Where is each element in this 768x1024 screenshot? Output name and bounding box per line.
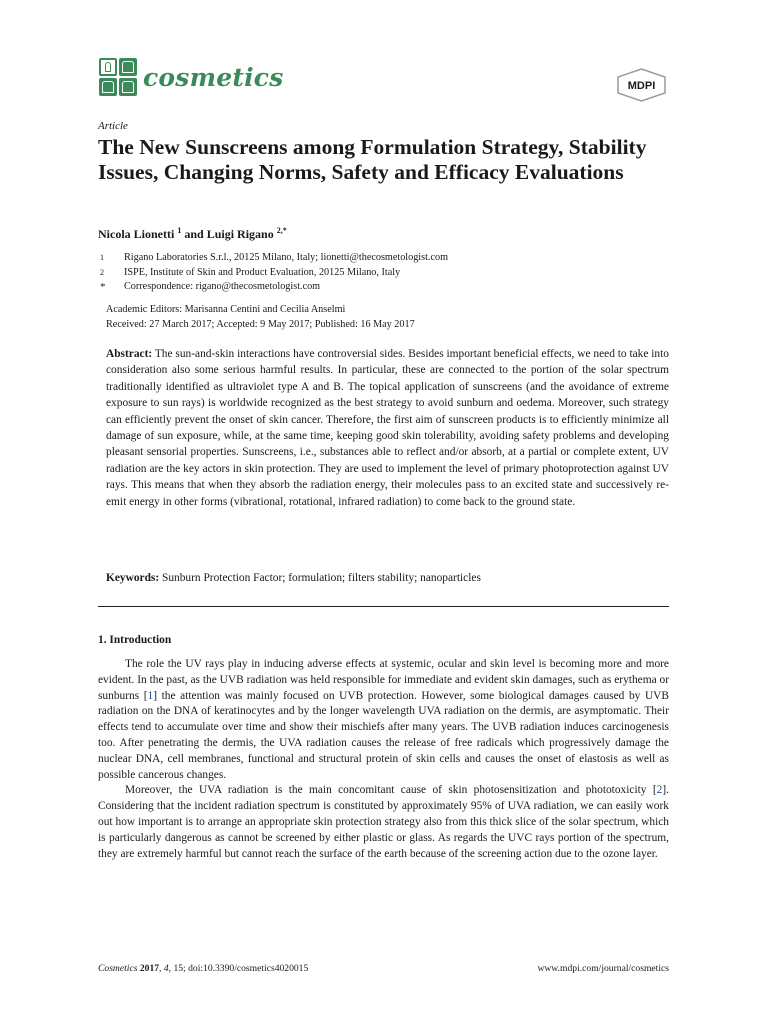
author-list [98, 226, 287, 242]
paragraph [98, 657, 669, 783]
affiliation-list [100, 251, 448, 295]
affiliation-mark: 1 [100, 253, 104, 262]
paragraph-text: ] the attention was mainly focused on UVB protection. However, some biological damages caused by UVB radiation on the DNA of keratinocytes and by the longer wavelength UVA radiation on the dermis, are asymptomatic. Their effects tend to accumulate over time and show their mischiefs after many years. The UVB radiation induces carcinogenesis too. After penetrating the dermis, the UVA radiation causes the release of free radicals which progressively damage the nuclear DNA, cell membranes, functional and structural protein of skin cells and causes the onset of elastosis as well as possible cancerous changes. [98, 689, 669, 781]
publisher-name: MDPI [627, 80, 656, 92]
paragraph [98, 783, 669, 862]
logo-cell [119, 78, 137, 96]
article-dates: Received: 27 March 2017; Accepted: 9 May 2017; Published: 16 May 2017 [106, 319, 415, 330]
paragraph-text: ]. Considering that the incident radiation spectrum is constituted by approximately 95% of UVA radiation, we can easily work out how important is to arrange an appropriate skin protection strategy also from this thick slice of the solar spectrum, which is particularly dangerous as cannot be screened by either plastic or glass. As regards the UVC rays portion of the spectrum, they are extremely harmful but cannot reach the surface of the earth because of the screening action due to the ozone layer. [98, 784, 669, 860]
keywords [106, 572, 669, 584]
academic-editors: Academic Editors: Marisanna Centini and Cecilia Anselmi [106, 304, 346, 315]
journal-name: cosmetics [143, 62, 284, 92]
affiliation-mark: 2 [100, 267, 104, 277]
keywords-text: Sunburn Protection Factor; formulation; filters stability; nanoparticles [162, 572, 481, 584]
author-joiner: and [184, 227, 204, 241]
section-divider [98, 606, 669, 607]
footer-volume: 4 [163, 963, 169, 974]
keywords-label: Keywords: [106, 572, 160, 584]
article-type: Article [98, 120, 128, 132]
paragraph-text: The role the UV rays play in inducing adverse effects at systemic, ocular and skin level is becoming more and more evident. In the past, as the UVB radiation was held responsible for immediate and evident skin damages, such as erythema or sunburns [ [98, 658, 669, 702]
abstract-label: Abstract: [106, 348, 153, 360]
affiliation-item [100, 280, 448, 295]
footer-doi: , 15; doi:10.3390/cosmetics4020015 [168, 963, 309, 974]
author-affil-mark: 2,* [276, 226, 287, 235]
author-name: Nicola Lionetti [98, 227, 175, 241]
logo-cell [99, 78, 117, 96]
affiliation-text: Correspondence: rigano@thecosmetologist.com [124, 281, 321, 292]
publisher-logo [615, 68, 668, 102]
citation-link[interactable]: 1 [147, 689, 154, 702]
abstract-text: The sun-and-skin interactions have controversial sides. Besides important beneficial effects, we need to take into consideration also some serious harmful results. In particular, these are connected to the portion of the solar spectrum traditionally identified as ultraviolet type A and B. The topical application of sunscreens (and the avoidance of extreme exposure to sun rays) is worldwide recognized as the best strategy to avoid sunburn and oedema. Moreover, such strategy can efficiently prevent the onset of skin cancer. Therefore, the first aim of sunscreen products is to efficiently minimize all damage of sun exposure, while, at the same time, keeping good skin tolerability, avoiding safety problems and developing pleasant sensorial properties. Sunscreens, i.e., substances able to reflect and/or absorb, at a partial or complete extent, UV radiation are the key actors in skin protection. They are used to implement the level of primary photoprotection against UV rays. This means that when they absorb the radiation energy, their molecules pass to an excited state and successively re-emit energy in other forms (vibrational, rotational, infrared radiation) to come back to the ground state. [106, 348, 669, 508]
journal-logo [99, 58, 283, 96]
section-heading: 1. Introduction [98, 634, 172, 646]
footer-year: 2017 [139, 963, 160, 974]
affiliation-item [100, 266, 448, 281]
affiliation-mark: * [100, 281, 106, 293]
section-body [98, 657, 669, 862]
footer-journal: Cosmetics [98, 963, 138, 974]
article-metadata [106, 302, 415, 332]
affiliation-text: Rigano Laboratories S.r.l., 20125 Milano, Italy; lionetti@thecosmetologist.com [124, 252, 449, 263]
author-affil-mark: 1 [177, 226, 182, 235]
journal-logo-icon [99, 58, 137, 96]
logo-cell [119, 58, 137, 76]
article-title: The New Sunscreens among Formulation Strategy, Stability Issues, Changing Norms, Safety and Efficacy Evaluations [98, 135, 647, 184]
abstract [106, 346, 669, 510]
citation-link[interactable]: 2 [656, 784, 663, 797]
author-name: Luigi Rigano [206, 227, 274, 241]
paragraph-text: Moreover, the UVA radiation is the main concomitant cause of skin photosensitization and phototoxicity [ [125, 784, 657, 797]
affiliation-item [100, 251, 448, 266]
affiliation-text: ISPE, Institute of Skin and Product Evaluation, 20125 Milano, Italy [124, 266, 401, 278]
footer-url[interactable]: www.mdpi.com/journal/cosmetics [537, 963, 669, 974]
footer-citation: Cosmetics 2017, 4, 15; doi:10.3390/cosmetics4020015 [98, 963, 309, 974]
logo-cell [99, 58, 117, 76]
